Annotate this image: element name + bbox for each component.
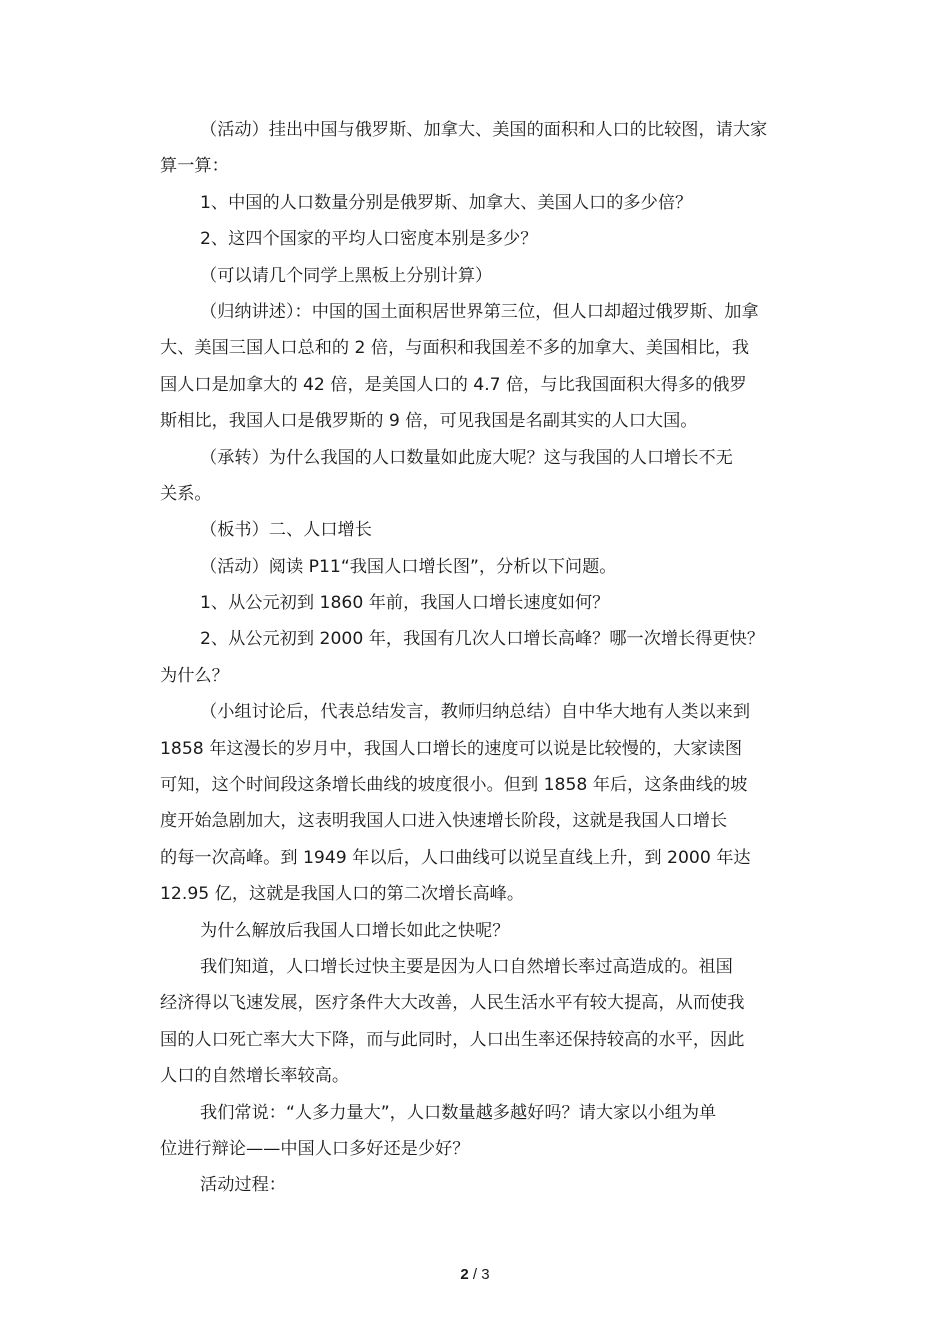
text-line: 为什么？ xyxy=(160,665,229,686)
text-line: 国人口是加拿大的 42 倍，是美国人口的 4.7 倍，与比我国面积大得多的俄罗 xyxy=(160,374,747,395)
text-line: 12.95 亿，这就是我国人口的第二次增长高峰。 xyxy=(160,884,525,905)
page-separator: / xyxy=(468,1266,482,1283)
text-line: 斯相比，我国人口是俄罗斯的 9 倍，可见我国是名副其实的人口大国。 xyxy=(160,411,698,432)
text-line: 国的人口死亡率大大下降，而与此同时，人口出生率还保持较高的水平，因此 xyxy=(160,1029,745,1050)
text-line: 关系。 xyxy=(160,483,212,504)
text-line: 人口的自然增长率较高。 xyxy=(160,1066,350,1087)
text-line: （活动）阅读 P11“我国人口增长图”，分析以下问题。 xyxy=(200,556,617,577)
text-line: 位进行辩论——中国人口多好还是少好？ xyxy=(160,1138,470,1159)
total-pages: 3 xyxy=(481,1266,490,1283)
text-line: （归纳讲述）：中国的国土面积居世界第三位，但人口却超过俄罗斯、加拿 xyxy=(200,301,759,322)
text-line: 度开始急剧加大，这表明我国人口进入快速增长阶段，这就是我国人口增长 xyxy=(160,811,728,832)
text-line: 2、这四个国家的平均人口密度本别是多少？ xyxy=(200,229,538,250)
text-line: 经济得以飞速发展，医疗条件大大改善，人民生活水平有较大提高，从而使我 xyxy=(160,993,745,1014)
text-line: 为什么解放后我国人口增长如此之快呢？ xyxy=(200,920,510,941)
document-body xyxy=(160,112,800,1204)
text-line: 1858 年这漫长的岁月中，我国人口增长的速度可以说是比较慢的，大家读图 xyxy=(160,738,743,759)
text-line: 我们常说：“人多力量大”，人口数量越多越好吗？请大家以小组为单 xyxy=(200,1102,717,1123)
text-line: （活动）挂出中国与俄罗斯、加拿大、美国的面积和人口的比较图，请大家 xyxy=(200,120,768,140)
text-line: 算一算： xyxy=(160,156,229,177)
text-line: 大、美国三国人口总和的 2 倍，与面积和我国差不多的加拿大、美国相比，我 xyxy=(160,338,750,359)
text-line: 可知，这个时间段这条增长曲线的坡度很小。但到 1858 年后，这条曲线的坡 xyxy=(160,775,748,796)
text-line: 我们知道，人口增长过快主要是因为人口自然增长率过高造成的。祖国 xyxy=(200,956,733,977)
current-page-number: 2 xyxy=(460,1266,469,1283)
text-line: （承转）为什么我国的人口数量如此庞大呢？这与我国的人口增长不无 xyxy=(200,447,733,468)
text-line: （小组讨论后，代表总结发言，教师归纳总结）自中华大地有人类以来到 xyxy=(200,702,751,723)
page-number xyxy=(0,1266,950,1283)
text-line: 1、从公元初到 1860 年前，我国人口增长速度如何？ xyxy=(200,593,610,614)
text-line: 活动过程： xyxy=(200,1175,286,1196)
text-line: 的每一次高峰。到 1949 年以后，人口曲线可以说呈直线上升，到 2000 年达 xyxy=(160,847,751,868)
text-line: （可以请几个同学上黑板上分别计算） xyxy=(200,265,493,286)
text-line: 1、中国的人口数量分别是俄罗斯、加拿大、美国人口的多少倍？ xyxy=(200,192,693,213)
text-line: 2、从公元初到 2000 年，我国有几次人口增长高峰？哪一次增长得更快？ xyxy=(200,629,765,650)
text-line: （板书）二、人口增长 xyxy=(200,520,372,541)
